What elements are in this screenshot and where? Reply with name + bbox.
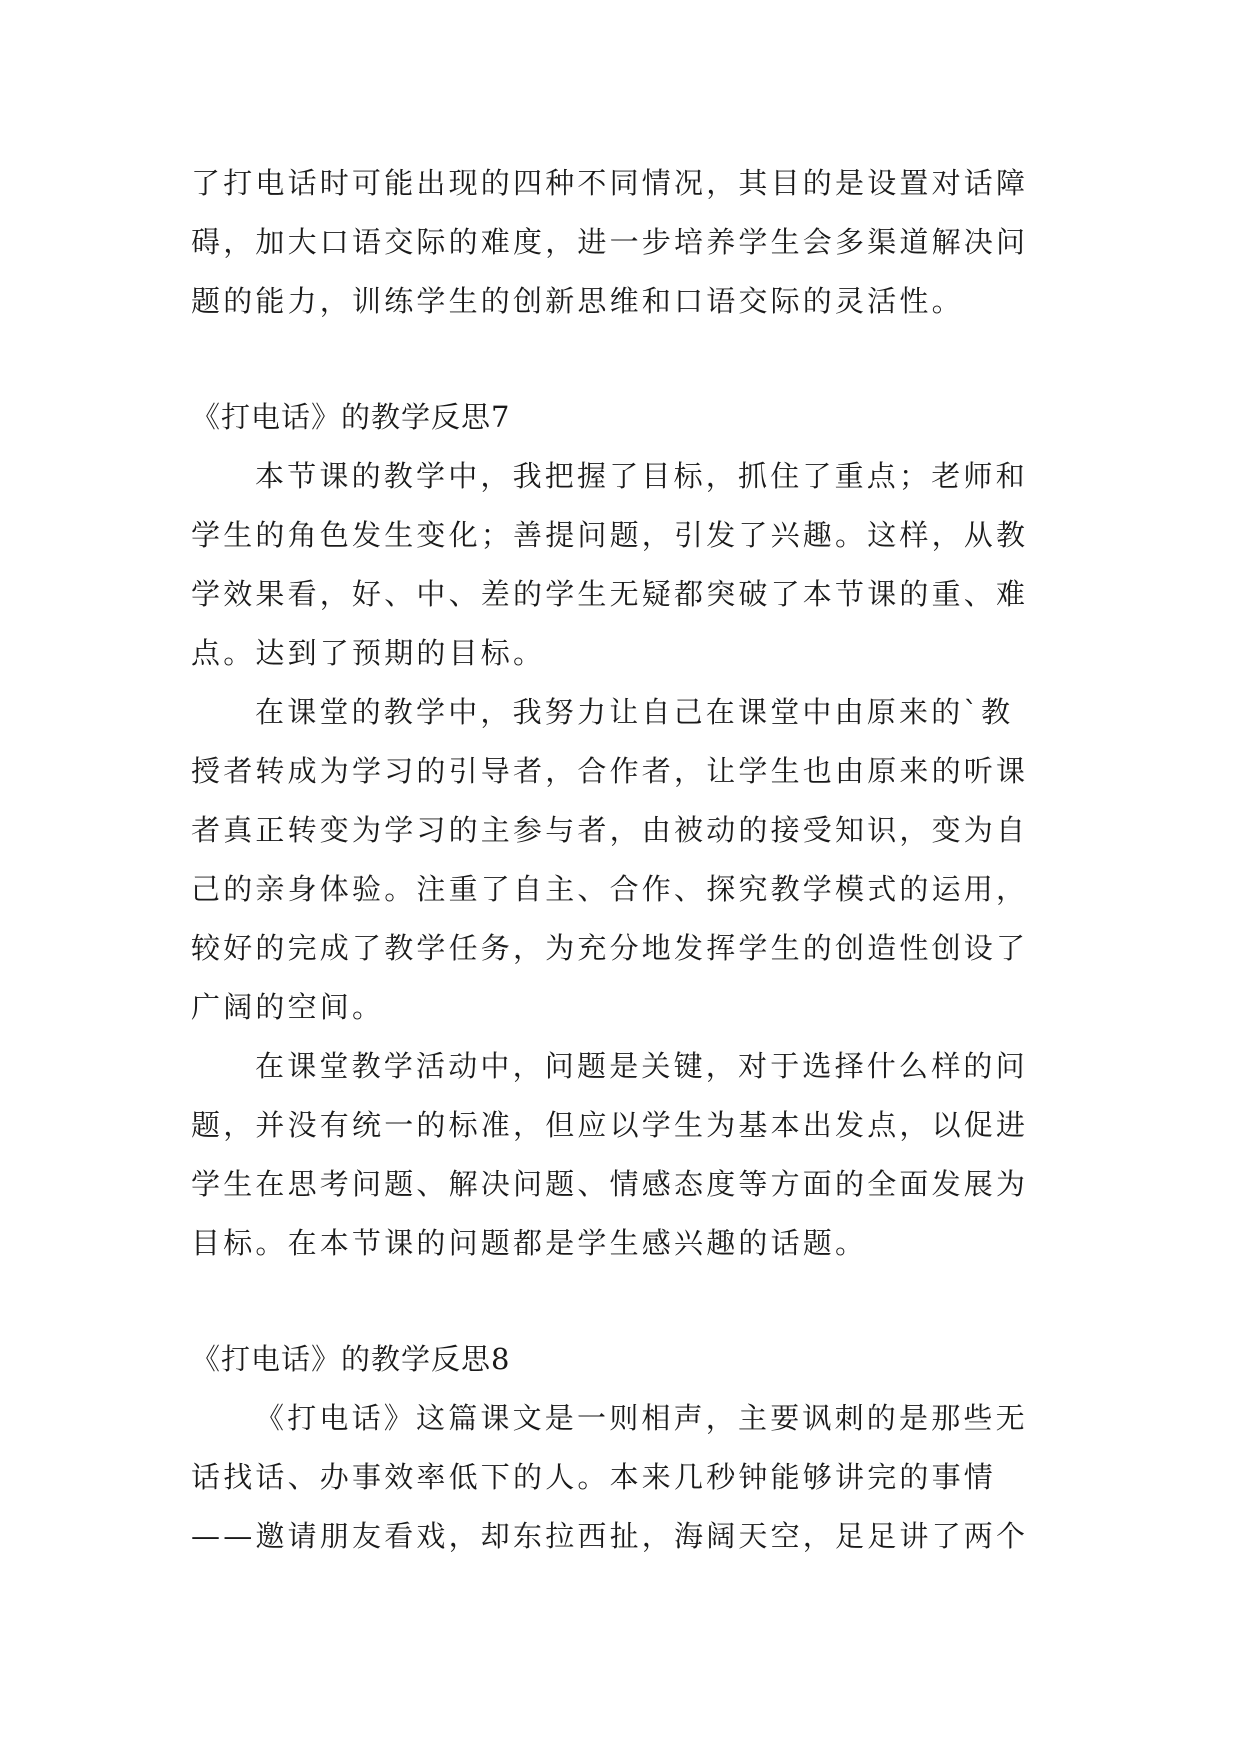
section-heading: 《打电话》的教学反思8 [191,1342,511,1376]
text-line: 在课堂的教学中，我努力让自己在课堂中由原来的`教 [255,695,1014,729]
text-line: 碍，加大口语交际的难度，进一步培养学生会多渠道解决问 [191,225,1029,259]
text-line: 较好的完成了教学任务，为充分地发挥学生的创造性创设了 [191,931,1029,965]
text-line: 广阔的空间。 [191,990,385,1024]
text-line: 本节课的教学中，我把握了目标，抓住了重点；老师和 [255,459,1028,493]
text-line: 在课堂教学活动中，问题是关键，对于选择什么样的问 [255,1049,1028,1083]
text-line: 己的亲身体验。注重了自主、合作、探究教学模式的运用， [191,872,1029,906]
text-line: 题，并没有统一的标准，但应以学生为基本出发点，以促进 [191,1108,1029,1142]
text-line: 学生在思考问题、解决问题、情感态度等方面的全面发展为 [191,1167,1029,1201]
text-line: 《打电话》这篇课文是一则相声，主要讽刺的是那些无 [255,1401,1028,1435]
text-line: 话找话、办事效率低下的人。本来几秒钟能够讲完的事情 [191,1460,997,1494]
text-line: 授者转成为学习的引导者，合作者，让学生也由原来的听课 [191,754,1029,788]
text-line: 者真正转变为学习的主参与者，由被动的接受知识，变为自 [191,813,1029,847]
text-line: 题的能力，训练学生的创新思维和口语交际的灵活性。 [191,284,964,318]
section-heading: 《打电话》的教学反思7 [191,400,511,434]
text-line: 学生的角色发生变化；善提问题，引发了兴趣。这样，从教 [191,518,1029,552]
text-line: 点。达到了预期的目标。 [191,636,546,670]
text-line: 了打电话时可能出现的四种不同情况，其目的是设置对话障 [191,166,1029,200]
text-line: 学效果看，好、中、差的学生无疑都突破了本节课的重、难 [191,577,1029,611]
text-line: 目标。在本节课的问题都是学生感兴趣的话题。 [191,1226,868,1260]
text-line: ——邀请朋友看戏，却东拉西扯，海阔天空，足足讲了两个 [191,1519,1029,1553]
